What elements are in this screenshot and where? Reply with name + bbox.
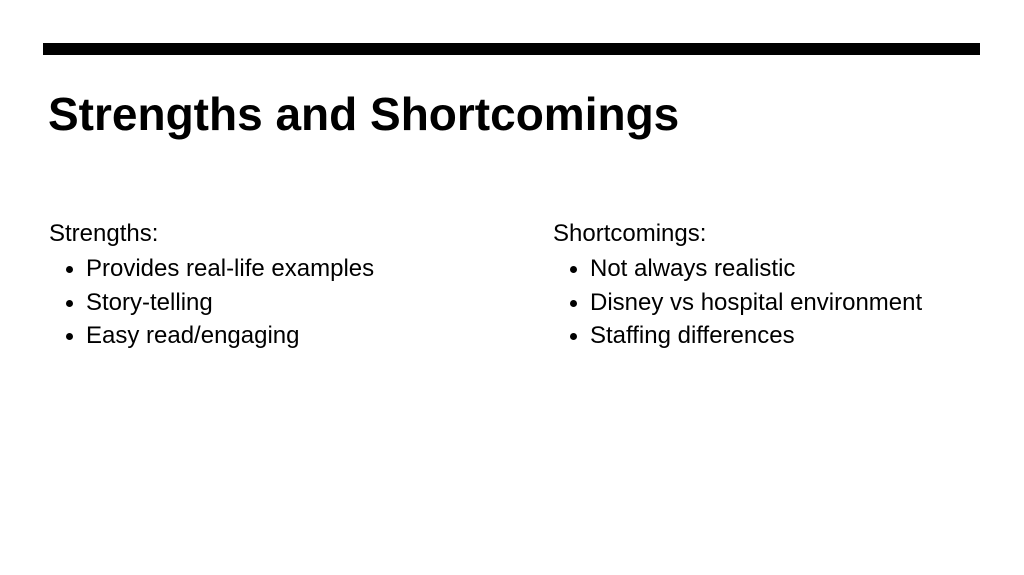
bullet-icon <box>66 300 73 307</box>
title-rule <box>43 43 980 55</box>
list-item-text: Story-telling <box>86 288 213 316</box>
shortcomings-heading: Shortcomings: <box>553 220 707 247</box>
list-item-text: Not always realistic <box>590 255 796 282</box>
list-item <box>553 319 993 353</box>
shortcomings-list <box>553 252 993 353</box>
list-item-text: Disney vs hospital environment <box>590 288 923 316</box>
list-item <box>553 286 993 320</box>
strengths-heading: Strengths: <box>49 220 159 247</box>
list-item-text: Staffing differences <box>590 322 795 349</box>
strengths-column <box>49 218 489 353</box>
list-item-text: Provides real-life examples <box>86 255 375 282</box>
bullet-icon <box>66 333 73 340</box>
bullet-icon <box>570 266 577 273</box>
bullet-icon <box>66 266 73 273</box>
slide-title: Strengths and Shortcomings <box>48 88 680 140</box>
bullet-icon <box>570 300 577 307</box>
list-item <box>553 252 993 286</box>
bullet-icon <box>570 333 577 340</box>
shortcomings-column <box>553 218 993 353</box>
list-item <box>49 286 489 320</box>
strengths-list <box>49 252 489 353</box>
list-item-text: Easy read/engaging <box>86 322 300 349</box>
list-item <box>49 252 489 286</box>
list-item <box>49 319 489 353</box>
